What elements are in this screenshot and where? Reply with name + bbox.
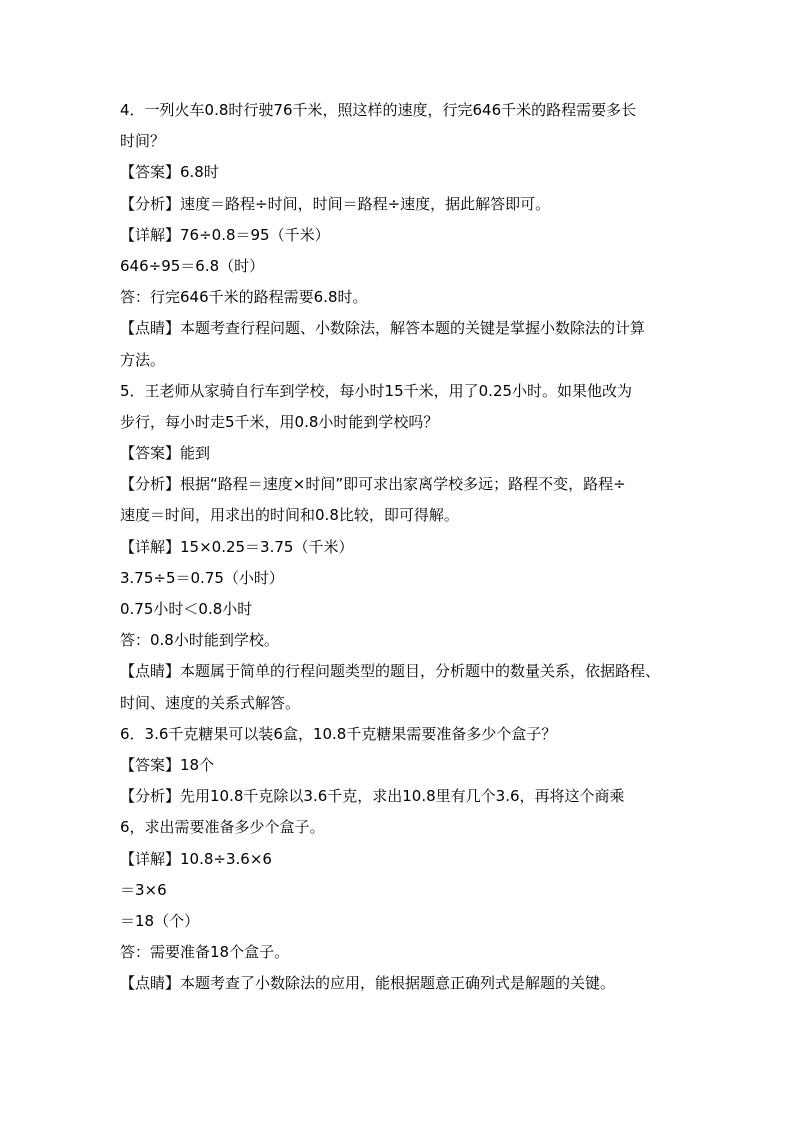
q4-question-line-2: 时间？ xyxy=(120,132,166,151)
q6-solution-line-1: 【详解】10.8÷3.6×6 xyxy=(120,849,272,868)
q5-solution-line-3: 0.75小时＜0.8小时 xyxy=(120,600,253,618)
q6-comment: 【点睛】本题考查了小数除法的应用，能根据题意正确列式是解题的关键。 xyxy=(120,974,616,993)
q5-analysis-line-2: 速度＝时间，用求出的时间和0.8比较，即可得解。 xyxy=(120,506,459,525)
q4-question-line-1: 4．一列火车0.8时行驶76千米，照这样的速度，行完646千米的路程需要多长 xyxy=(120,101,637,119)
q6-analysis-line-1: 【分析】先用10.8千克除以3.6千克，求出10.8里有几个3.6，再将这个商乘 xyxy=(120,787,625,806)
q5-answer: 【答案】能到 xyxy=(120,444,211,463)
q5-solution-line-1: 【详解】15×0.25＝3.75（千米） xyxy=(120,537,354,556)
q6-solution-line-2: ＝3×6 xyxy=(120,880,167,899)
q4-analysis: 【分析】速度＝路程÷时间，时间＝路程÷速度，据此解答即可。 xyxy=(120,194,551,213)
q6-analysis-line-2: 6，求出需要准备多少个盒子。 xyxy=(120,818,325,837)
q5-reply: 答：0.8小时能到学校。 xyxy=(120,631,279,650)
q5-comment-line-2: 时间、速度的关系式解答。 xyxy=(120,693,301,712)
q4-comment-line-1: 【点睛】本题考查行程问题、小数除法，解答本题的关键是掌握小数除法的计算 xyxy=(120,319,646,338)
q5-comment-line-1: 【点睛】本题属于简单的行程问题类型的题目，分析题中的数量关系，依据路程、 xyxy=(120,662,661,681)
q6-answer: 【答案】18个 xyxy=(120,755,215,774)
q5-question-line-1: 5．王老师从家骑自行车到学校，每小时15千米，用了0.25小时。如果他改为 xyxy=(120,381,633,400)
q4-solution-line-2: 646÷95＝6.8（时） xyxy=(120,256,265,275)
q4-reply: 答：行完646千米的路程需要6.8时。 xyxy=(120,288,368,307)
q4-answer: 【答案】6.8时 xyxy=(120,163,219,182)
q6-question: 6．3.6千克糖果可以装6盒，10.8千克糖果需要准备多少个盒子？ xyxy=(120,724,557,743)
document-page xyxy=(120,100,680,1004)
q6-solution-line-3: ＝18（个） xyxy=(120,911,200,930)
q6-reply: 答：需要准备18个盒子。 xyxy=(120,943,290,962)
q5-analysis-line-1: 【分析】根据“路程＝速度×时间”即可求出家离学校多远；路程不变，路程÷ xyxy=(120,475,626,494)
q4-solution-line-1: 【详解】76÷0.8＝95（千米） xyxy=(120,225,330,244)
q5-solution-line-2: 3.75÷5＝0.75（小时） xyxy=(120,568,284,587)
q4-comment-line-2: 方法。 xyxy=(120,350,166,369)
q5-question-line-2: 步行，每小时走5千米，用0.8小时能到学校吗？ xyxy=(120,412,439,431)
